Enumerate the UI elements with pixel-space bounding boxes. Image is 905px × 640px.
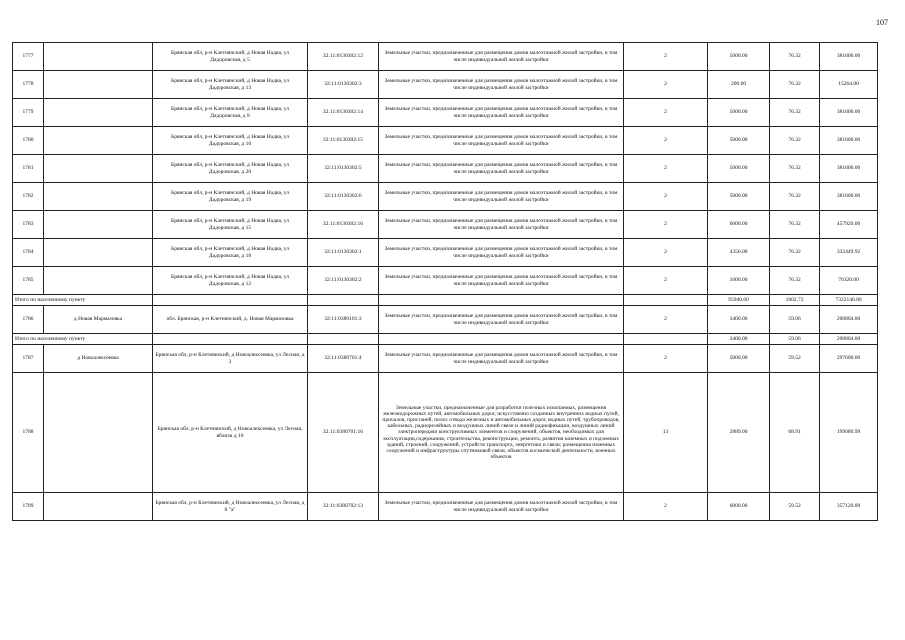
area-cell: 5000.00: [708, 43, 770, 71]
table-row: [13, 71, 878, 99]
cadastral-number-cell: 32:11:0130302:12: [308, 43, 379, 71]
address-cell: Брянская обл, р-н Клетнянский, д Новая Надва, ул Дадоровская, д 5: [153, 43, 308, 71]
address-cell: обл. Брянская, р-н Клетнянский, д. Новая Мармазовка: [153, 306, 308, 334]
value-cell: 76320.00: [820, 267, 878, 295]
address-cell: Брянская обл, р-н Клетнянский, д Новоалексеевка, ул Лесная, вблизи д 10: [153, 373, 308, 493]
value-cell: 381600.00: [820, 99, 878, 127]
empty-cell: [624, 295, 708, 306]
land-purpose-cell: Земельные участки, предназначенные для размещения домов малоэтажной жилой застройки, в том числе индивидуальной жилой застройки: [379, 493, 624, 521]
row-number-cell: 1786: [13, 306, 44, 334]
table-row: [13, 345, 878, 373]
value-cell: 199080.99: [820, 373, 878, 493]
rate-cell: 76.32: [770, 211, 820, 239]
empty-cell: [379, 334, 624, 345]
address-cell: Брянская обл, р-н Клетнянский, д Новая Надва, ул Дадоровская, д 19: [153, 183, 308, 211]
table-row: [13, 183, 878, 211]
address-cell: Брянская обл, р-н Клетнянский, д Новая Надва, ул Дадоровская, д 16: [153, 127, 308, 155]
value-cell: 381600.00: [820, 155, 878, 183]
table-row: [13, 155, 878, 183]
area-cell: 6000.00: [708, 211, 770, 239]
cadastral-number-cell: 32:11:0380101:3: [308, 306, 379, 334]
area-cell: 3400.00: [708, 334, 770, 345]
rate-cell: 59.06: [770, 306, 820, 334]
area-cell: 95940.00: [708, 295, 770, 306]
empty-cell: [308, 295, 379, 306]
subtotal-row: [13, 334, 878, 345]
table-row: [13, 306, 878, 334]
address-cell: Брянская обл, р-н Клетнянский, д Новая Надва, ул Дадоровская, д 18: [153, 239, 308, 267]
row-number-cell: 1784: [13, 239, 44, 267]
value-cell: 381600.00: [820, 43, 878, 71]
row-number-cell: 1777: [13, 43, 44, 71]
rate-cell: 76.32: [770, 267, 820, 295]
page-number: 107: [876, 18, 888, 27]
row-number-cell: 1779: [13, 99, 44, 127]
rate-cell: 76.32: [770, 127, 820, 155]
row-number-cell: 1781: [13, 155, 44, 183]
row-number-cell: 1787: [13, 345, 44, 373]
empty-cell: [153, 295, 308, 306]
rate-cell: 68.91: [770, 373, 820, 493]
value-cell: 381600.00: [820, 183, 878, 211]
locality-cell: [44, 373, 153, 493]
cadastral-number-cell: 32:11:0130302:3: [308, 71, 379, 99]
empty-cell: [153, 334, 308, 345]
value-cell: 457920.00: [820, 211, 878, 239]
locality-cell: [44, 239, 153, 267]
land-purpose-cell: Земельные участки, предназначенные для размещения домов малоэтажной жилой застройки, в том числе индивидуальной жилой застройки: [379, 43, 624, 71]
area-cell: 5000.00: [708, 99, 770, 127]
address-cell: Брянская обл, р-н Клетнянский, д Новоалексеевка, ул Лесная, д 3: [153, 345, 308, 373]
locality-cell: [44, 99, 153, 127]
group-cell: 2: [624, 71, 708, 99]
land-purpose-cell: Земельные участки, предназначенные для размещения домов малоэтажной жилой застройки, в том числе индивидуальной жилой застройки: [379, 345, 624, 373]
land-purpose-cell: Земельные участки, предназначенные для размещения домов малоэтажной жилой застройки, в том числе индивидуальной жилой застройки: [379, 127, 624, 155]
rate-cell: 76.32: [770, 43, 820, 71]
land-registry-table: [12, 42, 878, 521]
row-number-cell: 1789: [13, 493, 44, 521]
row-number-cell: 1778: [13, 71, 44, 99]
row-number-cell: 1788: [13, 373, 44, 493]
cadastral-number-cell: 32:11:0130302:15: [308, 127, 379, 155]
land-purpose-cell: Земельные участки, предназначенные для размещения домов малоэтажной жилой застройки, в том числе индивидуальной жилой застройки: [379, 306, 624, 334]
table-row: [13, 373, 878, 493]
value-cell: 200804.00: [820, 306, 878, 334]
group-cell: 2: [624, 99, 708, 127]
area-cell: 6000.00: [708, 493, 770, 521]
address-cell: Брянская обл, р-н Клетнянский, д Новоалексеевка, ул Лесная, д 8 "а": [153, 493, 308, 521]
cadastral-number-cell: 32:11:0130302:16: [308, 211, 379, 239]
cadastral-number-cell: 32:11:0380701:4: [308, 345, 379, 373]
land-purpose-cell: Земельные участки, предназначенные для размещения домов малоэтажной жилой застройки, в том числе индивидуальной жилой застройки: [379, 71, 624, 99]
cadastral-number-cell: 32:11:0130302:14: [308, 99, 379, 127]
subtotal-label: Итого по населенному пункту: [13, 334, 153, 345]
value-cell: 7322140.80: [820, 295, 878, 306]
value-cell: 200804.00: [820, 334, 878, 345]
group-cell: 2: [624, 127, 708, 155]
land-purpose-cell: Земельные участки, предназначенные для разработки полезных ископаемых, размещения железнодорожных путей, автомобильных дорог, искусственно созданных внутренних водных путей, причалов, пристаней, полос отвода железных и автомобильных дорог, водных путей, трубопроводов, кабельных, радиорелейных и воздушных линий связи и линий радиофикации, воздушных линий электропередачи конструктивных элементов и сооружений, объектов, необходимых для эксплуатации,содержания, строительства, реконструкции, ремонта, развития наземных и подземных зданий, строений, сооружений, устройств транспорта, энергетики и связи; размещения наземных сооружений и инфраструктуры спутниковой связи, объектов космической деятельности, военных объектов: [379, 373, 624, 493]
table-row: [13, 43, 878, 71]
address-cell: Брянская обл, р-н Клетнянский, д Новая Надва, ул Дадоровская, д 12: [153, 267, 308, 295]
locality-cell: [44, 211, 153, 239]
table-row: [13, 99, 878, 127]
rate-cell: 1602.72: [770, 295, 820, 306]
area-cell: 4356.00: [708, 239, 770, 267]
value-cell: 332449.92: [820, 239, 878, 267]
group-cell: 2: [624, 306, 708, 334]
rate-cell: 76.32: [770, 155, 820, 183]
area-cell: 5000.00: [708, 155, 770, 183]
land-purpose-cell: Земельные участки, предназначенные для размещения домов малоэтажной жилой застройки, в том числе индивидуальной жилой застройки: [379, 211, 624, 239]
group-cell: 2: [624, 493, 708, 521]
value-cell: 357120.00: [820, 493, 878, 521]
rate-cell: 59.06: [770, 334, 820, 345]
area-cell: 200.00: [708, 71, 770, 99]
rate-cell: 76.32: [770, 183, 820, 211]
table-row: [13, 493, 878, 521]
subtotal-row: [13, 295, 878, 306]
row-number-cell: 1785: [13, 267, 44, 295]
land-purpose-cell: Земельные участки, предназначенные для размещения домов малоэтажной жилой застройки, в том числе индивидуальной жилой застройки: [379, 183, 624, 211]
address-cell: Брянская обл, р-н Клетнянский, д Новая Надва, ул Дадоровская, д 8: [153, 99, 308, 127]
cadastral-number-cell: 32:11:0130302:1: [308, 239, 379, 267]
locality-cell: [44, 127, 153, 155]
value-cell: 15264.00: [820, 71, 878, 99]
area-cell: 3400.00: [708, 306, 770, 334]
area-cell: 5000.00: [708, 345, 770, 373]
table-row: [13, 127, 878, 155]
cadastral-number-cell: 32:11:0130302:5: [308, 155, 379, 183]
land-purpose-cell: Земельные участки, предназначенные для размещения домов малоэтажной жилой застройки, в том числе индивидуальной жилой застройки: [379, 239, 624, 267]
table-row: [13, 211, 878, 239]
group-cell: 2: [624, 43, 708, 71]
land-purpose-cell: Земельные участки, предназначенные для размещения домов малоэтажной жилой застройки, в том числе индивидуальной жилой застройки: [379, 267, 624, 295]
land-purpose-cell: Земельные участки, предназначенные для размещения домов малоэтажной жилой застройки, в том числе индивидуальной жилой застройки: [379, 155, 624, 183]
locality-cell: [44, 183, 153, 211]
cadastral-number-cell: 32:11:0130302:2: [308, 267, 379, 295]
row-number-cell: 1782: [13, 183, 44, 211]
row-number-cell: 1783: [13, 211, 44, 239]
cadastral-number-cell: 32:11:0130302:6: [308, 183, 379, 211]
rate-cell: 76.32: [770, 71, 820, 99]
empty-cell: [624, 334, 708, 345]
address-cell: Брянская обл, р-н Клетнянский, д Новая Надва, ул Дадоровская, д 13: [153, 71, 308, 99]
land-purpose-cell: Земельные участки, предназначенные для размещения домов малоэтажной жилой застройки, в том числе индивидуальной жилой застройки: [379, 99, 624, 127]
group-cell: 2: [624, 155, 708, 183]
rate-cell: 76.32: [770, 99, 820, 127]
subtotal-label: Итого по населенному пункту: [13, 295, 153, 306]
table-body: [13, 43, 878, 521]
table-row: [13, 267, 878, 295]
locality-cell: [44, 71, 153, 99]
group-cell: 2: [624, 345, 708, 373]
empty-cell: [308, 334, 379, 345]
area-cell: 1000.00: [708, 267, 770, 295]
cadastral-number-cell: 32:11:0380702:13: [308, 493, 379, 521]
locality-cell: [44, 267, 153, 295]
cadastral-number-cell: 32:11:0380701:16: [308, 373, 379, 493]
rate-cell: 59.52: [770, 345, 820, 373]
rate-cell: 59.52: [770, 493, 820, 521]
value-cell: 297600.00: [820, 345, 878, 373]
row-number-cell: 1780: [13, 127, 44, 155]
table-row: [13, 239, 878, 267]
group-cell: 2: [624, 183, 708, 211]
empty-cell: [379, 295, 624, 306]
locality-cell: [44, 493, 153, 521]
area-cell: 5000.00: [708, 127, 770, 155]
group-cell: 2: [624, 239, 708, 267]
group-cell: 2: [624, 267, 708, 295]
locality-cell: д Новая Мармазовка: [44, 306, 153, 334]
locality-cell: [44, 43, 153, 71]
area-cell: 2889.00: [708, 373, 770, 493]
locality-cell: д Новоалексеевка: [44, 345, 153, 373]
area-cell: 5000.00: [708, 183, 770, 211]
address-cell: Брянская обл, р-н Клетнянский, д Новая Надва, ул Дадоровская, д 20: [153, 155, 308, 183]
value-cell: 381600.00: [820, 127, 878, 155]
group-cell: 2: [624, 211, 708, 239]
address-cell: Брянская обл, р-н Клетнянский, д Новая Надва, ул Дадоровская, д 15: [153, 211, 308, 239]
group-cell: 13: [624, 373, 708, 493]
locality-cell: [44, 155, 153, 183]
rate-cell: 76.32: [770, 239, 820, 267]
